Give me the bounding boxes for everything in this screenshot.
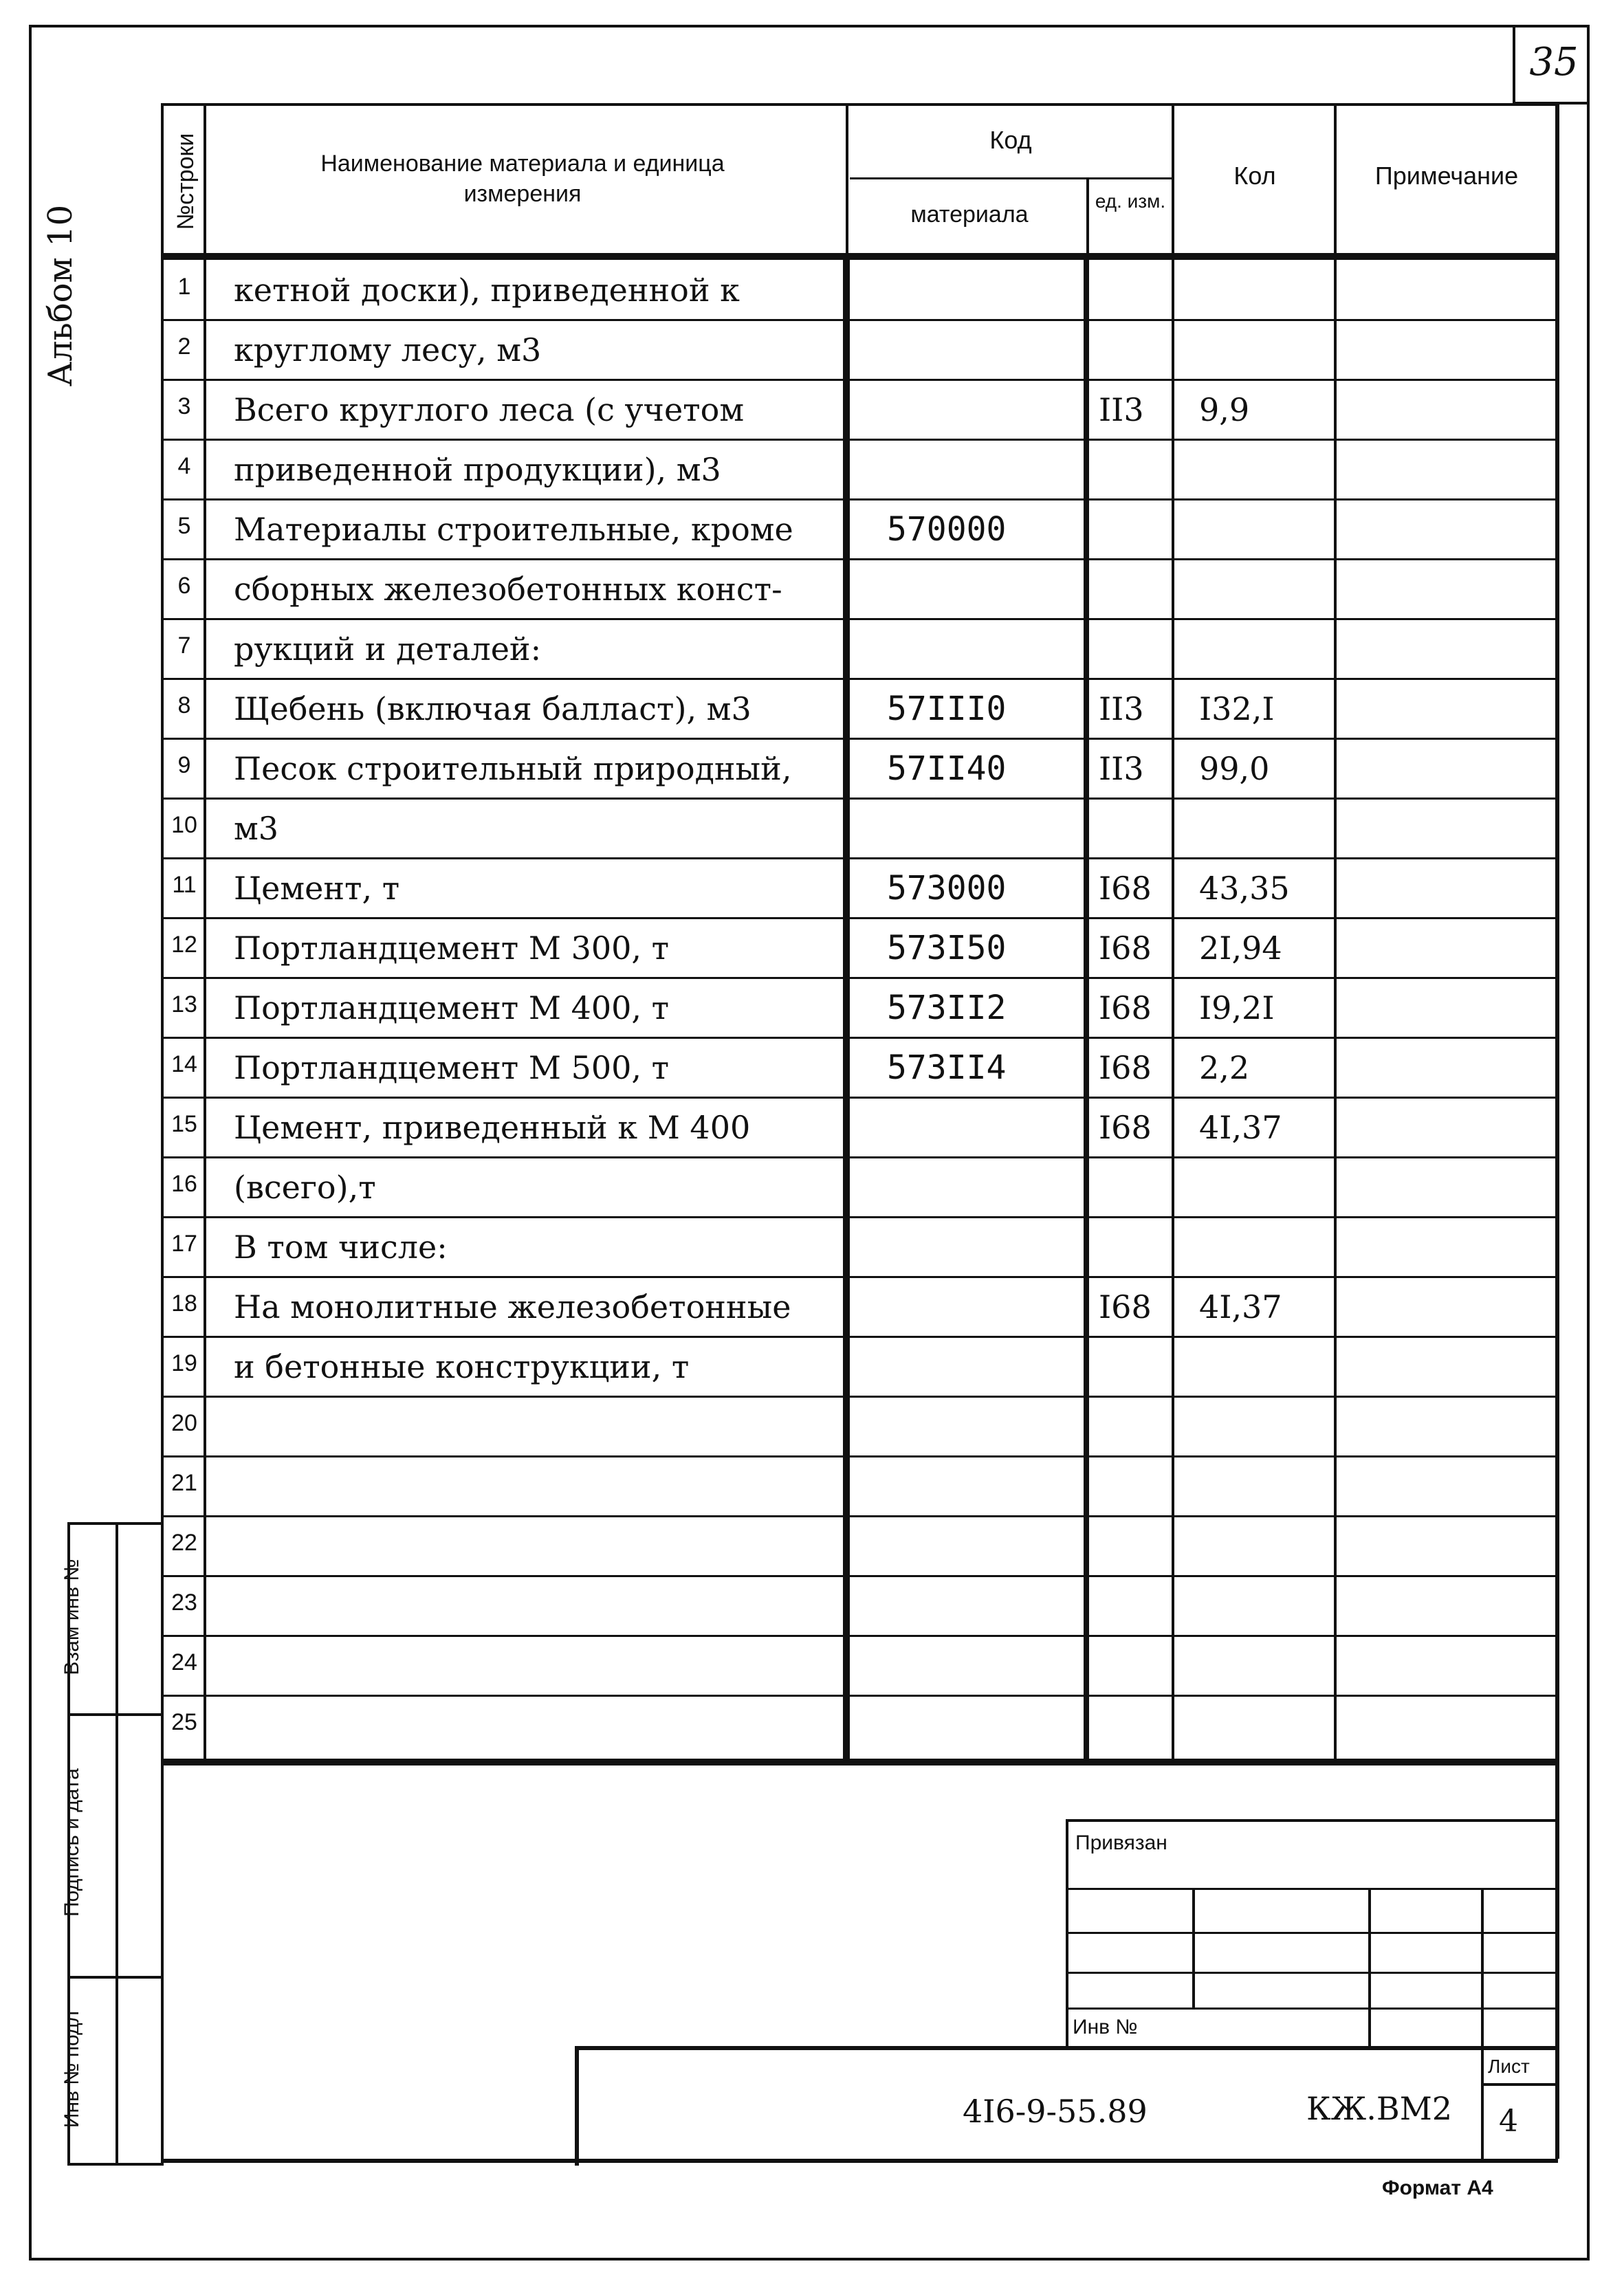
page-number: 35: [1529, 40, 1579, 85]
row-number: 18: [171, 1290, 197, 1317]
row-divider: [161, 917, 1558, 919]
title-privyazan: Привязан: [1075, 1832, 1167, 1854]
row-material-code: 570000: [887, 510, 1007, 549]
row-number: 1: [177, 274, 191, 300]
row-name: Портландцемент М 300, т: [234, 930, 670, 967]
row-quantity: 43,35: [1199, 870, 1290, 907]
header-note: Примечание: [1374, 162, 1519, 190]
row-unit-code: II3: [1099, 690, 1144, 727]
title-sheet: 4: [1499, 2104, 1518, 2139]
row-unit-code: I68: [1099, 989, 1152, 1026]
row-number: 2: [177, 333, 191, 360]
title-designation: 4I6-9-55.89: [963, 2093, 1148, 2130]
row-name: м3: [234, 810, 279, 847]
row-divider: [161, 558, 1558, 560]
row-quantity: I9,2I: [1199, 989, 1275, 1026]
row-number: 3: [177, 393, 191, 419]
row-divider: [161, 1515, 1558, 1517]
row-number: 5: [177, 513, 191, 539]
row-name: Всего круглого леса (с учетом: [234, 391, 745, 428]
row-quantity: 9,9: [1199, 391, 1250, 428]
row-quantity: 4I,37: [1199, 1288, 1282, 1326]
row-name: Портландцемент М 500, т: [234, 1049, 670, 1086]
row-divider: [161, 977, 1558, 979]
row-quantity: I32,I: [1199, 690, 1275, 727]
row-number: 4: [177, 453, 191, 479]
row-name: Цемент, приведенный к М 400: [234, 1109, 751, 1146]
row-divider: [161, 1396, 1558, 1398]
header-qty: Кол: [1233, 162, 1276, 190]
row-number: 25: [171, 1709, 197, 1735]
row-divider: [161, 1097, 1558, 1099]
row-unit-code: I68: [1099, 1288, 1152, 1326]
row-material-code: 57II40: [887, 749, 1007, 788]
row-name: (всего),т: [234, 1169, 376, 1206]
row-quantity: 99,0: [1199, 750, 1270, 787]
row-quantity: 2,2: [1199, 1049, 1250, 1086]
row-unit-code: I68: [1099, 1109, 1152, 1146]
album-label: Альбом 10: [41, 204, 80, 387]
row-name: Песок строительный природный,: [234, 750, 792, 787]
row-number: 7: [177, 632, 191, 659]
row-unit-code: I68: [1099, 930, 1152, 967]
row-name: Цемент, т: [234, 870, 400, 907]
row-number: 20: [171, 1410, 197, 1436]
row-number: 17: [171, 1231, 197, 1257]
row-name: круглому лесу, м3: [234, 331, 542, 368]
header-row-num: №строки: [173, 133, 199, 230]
row-material-code: 57III0: [887, 690, 1007, 728]
row-divider: [161, 319, 1558, 321]
row-number: 10: [171, 812, 197, 838]
header-code: Код: [989, 126, 1032, 154]
row-divider: [161, 379, 1558, 381]
row-divider: [161, 1635, 1558, 1637]
row-divider: [161, 1455, 1558, 1458]
row-number: 15: [171, 1111, 197, 1137]
title-inv-no: Инв №: [1073, 2016, 1138, 2038]
row-name: На монолитные железобетонные: [234, 1288, 791, 1326]
row-name: приведенной продукции), м3: [234, 451, 721, 488]
row-number: 21: [171, 1470, 197, 1496]
row-name: Материалы строительные, кроме: [234, 511, 793, 548]
row-name: сборных железобетонных конст-: [234, 571, 782, 608]
row-quantity: 2I,94: [1199, 930, 1282, 967]
row-divider: [161, 1037, 1558, 1039]
side-label-podpis: Подпись и дата: [61, 1768, 83, 1917]
row-number: 11: [172, 872, 197, 898]
row-number: 22: [171, 1530, 197, 1556]
row-number: 23: [171, 1590, 197, 1616]
row-divider: [161, 678, 1558, 680]
header-code-material: материала: [910, 201, 1029, 228]
row-name: и бетонные конструкции, т: [234, 1348, 690, 1385]
row-number: 6: [177, 573, 191, 599]
row-number: 13: [171, 991, 197, 1018]
row-number: 19: [171, 1350, 197, 1376]
row-divider: [161, 1336, 1558, 1338]
row-material-code: 573000: [887, 869, 1007, 908]
side-label-vzam: Взам инв №: [61, 1559, 83, 1675]
row-unit-code: I68: [1099, 870, 1152, 907]
row-divider: [161, 1156, 1558, 1158]
row-material-code: 573I50: [887, 929, 1007, 967]
row-name: Портландцемент М 400, т: [234, 989, 670, 1026]
header-code-unit: ед. изм.: [1095, 190, 1166, 212]
row-name: рукций и деталей:: [234, 630, 542, 668]
row-divider: [161, 1276, 1558, 1278]
side-label-inv-podl: Инв № подл: [61, 2010, 83, 2128]
row-number: 8: [177, 692, 191, 718]
row-number: 24: [171, 1649, 197, 1675]
row-number: 14: [171, 1051, 197, 1077]
title-doc-code: КЖ.ВМ2: [1306, 2090, 1453, 2127]
row-divider: [161, 798, 1558, 800]
row-material-code: 573II2: [887, 989, 1007, 1027]
row-quantity: 4I,37: [1199, 1109, 1282, 1146]
row-number: 16: [171, 1171, 197, 1197]
row-divider: [161, 618, 1558, 620]
header-name: Наименование материала и единица измерения: [320, 151, 725, 207]
row-divider: [161, 1216, 1558, 1218]
row-number: 12: [171, 932, 197, 958]
row-divider: [161, 857, 1558, 859]
row-unit-code: I68: [1099, 1049, 1152, 1086]
row-divider: [161, 439, 1558, 441]
title-sheet-label: Лист: [1488, 2056, 1530, 2077]
row-name: Щебень (включая балласт), м3: [234, 690, 751, 727]
row-unit-code: II3: [1099, 391, 1144, 428]
row-number: 9: [177, 752, 191, 778]
row-material-code: 573II4: [887, 1048, 1007, 1087]
row-divider: [161, 1575, 1558, 1577]
row-unit-code: II3: [1099, 750, 1144, 787]
row-divider: [161, 1695, 1558, 1697]
row-divider: [161, 738, 1558, 740]
row-divider: [161, 498, 1558, 500]
row-name: В том числе:: [234, 1229, 448, 1266]
format-label: Формат А4: [1382, 2177, 1493, 2199]
row-name: кетной доски), приведенной к: [234, 272, 740, 309]
